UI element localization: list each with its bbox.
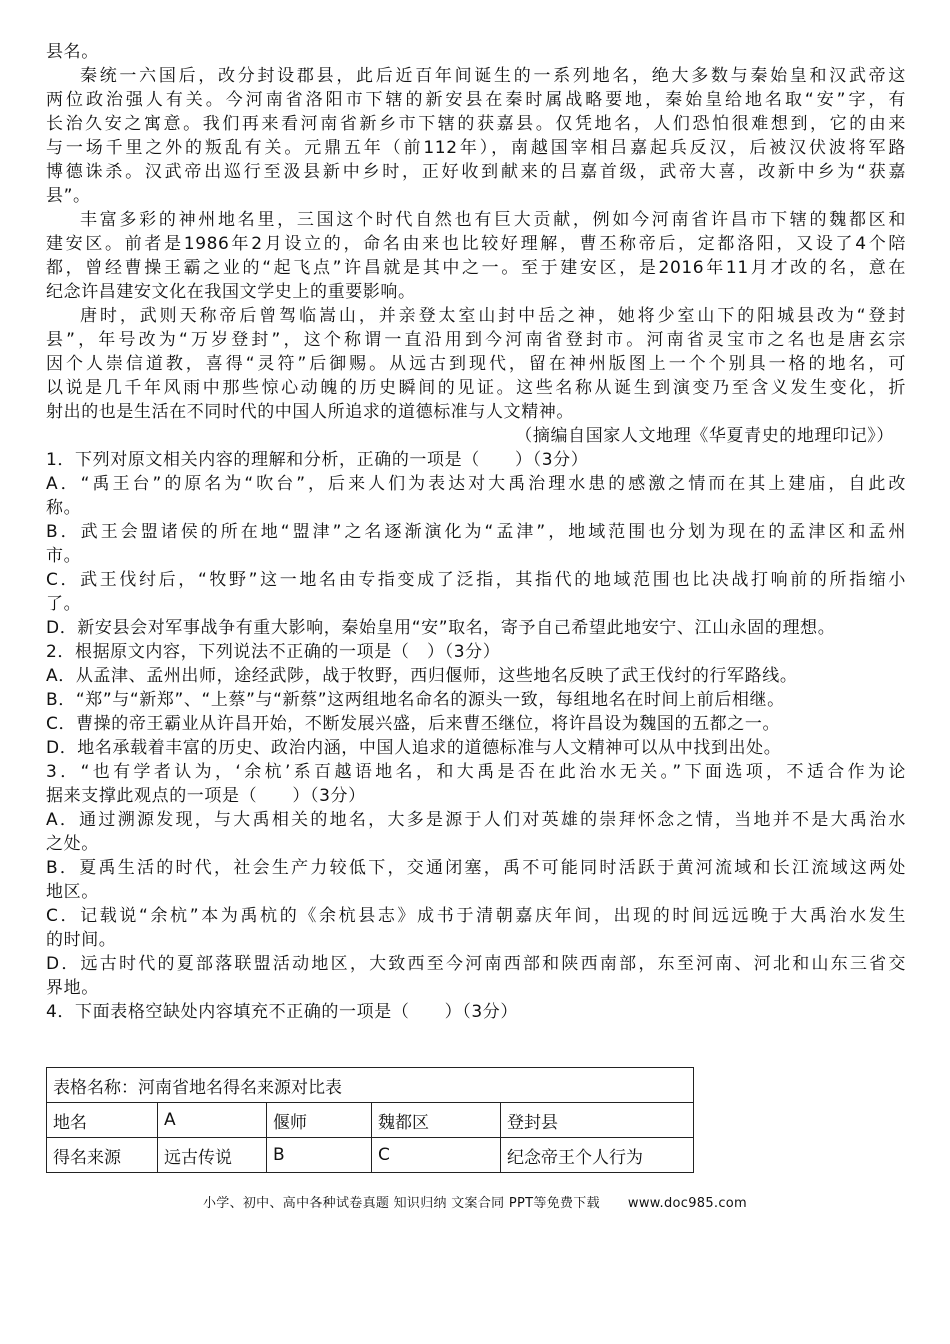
text-line: 因个人崇信道教，喜得“灵符”后御赐。从远古到现代，留在神州版图上一个个别具一格的地名，可 [46,354,906,374]
question-3-stem-cont: 据来支撑此观点的一项是（ ）（3分） [46,786,366,806]
question-3-option-d: D．远古时代的夏部落联盟活动地区，大致西至今河南西部和陕西南部，东至河南、河北和山东三省交 [46,954,906,974]
question-1-option-a: A．“禹王台”的原名为“吹台”，后来人们为表达对大禹治理水患的感激之情而在其上建庙，自此改 [46,474,906,494]
table-cell: 魏都区 [372,1103,501,1138]
article-body [46,40,906,1024]
text-line: 秦统一六国后，改分封设郡县，此后近百年间诞生的一系列地名，绝大多数与秦始皇和汉武帝这 [80,66,906,86]
question-3-option-c: C．记载说“余杭”本为禹杭的《余杭县志》成书于清朝嘉庆年间，出现的时间远远晚于大禹治水发生 [46,906,906,926]
table-cell: 偃师 [267,1103,372,1138]
question-3-option-a: A．通过溯源发现，与大禹相关的地名，大多是源于人们对英雄的崇拜怀念之情，当地并不是大禹治水 [46,810,906,830]
text-line: 纪念许昌建安文化在我国文学史上的重要影响。 [46,282,416,302]
question-1-option-a-cont: 称。 [46,498,82,518]
question-2-stem: 2．根据原文内容，下列说法不正确的一项是（ ）（3分） [46,642,501,662]
text-line: 长治久安之寓意。我们再来看河南省新乡市下辖的获嘉县。仅凭地名，人们恐怕很难想到，它的由来 [46,114,906,134]
text-line: 博德诛杀。汉武帝出巡行至汲县新中乡时，正好收到献来的吕嘉首级，武帝大喜，改新中乡为“获嘉 [46,162,906,182]
text-line: 射出的也是生活在不同时代的中国人所追求的道德标准与人文精神。 [46,402,574,422]
table-cell: B [267,1138,372,1173]
question-1-stem: 1．下列对原文相关内容的理解和分析，正确的一项是（ ）（3分） [46,450,589,470]
question-1-option-c-cont: 了。 [46,594,82,614]
table-cell: 得名来源 [47,1138,158,1173]
question-1-option-b-cont: 市。 [46,546,82,566]
text-line: 都，曾经曹操王霸之业的“起飞点”许昌就是其中之一。至于建安区，是2016年11月才改的名，意在 [46,258,906,278]
question-2-option-d: D．地名承载着丰富的历史、政治内涵，中国人追求的道德标准与人文精神可以从中找到出处。 [46,738,782,758]
table-cell: A [158,1103,267,1138]
table-title: 表格名称：河南省地名得名来源对比表 [47,1068,694,1103]
text-line: 与一场千里之外的叛乱有关。元鼎五年（前112年），南越国宰相吕嘉起兵反汉，后被汉伏波将军路 [46,138,906,158]
table-cell: 地名 [47,1103,158,1138]
question-1-option-b: B．武王会盟诸侯的所在地“盟津”之名逐渐演化为“孟津”，地域范围也分划为现在的孟津区和孟州 [46,522,906,542]
footer-text: 小学、初中、高中各种试卷真题 知识归纳 文案合同 PPT等免费下载 [202,1196,600,1211]
text-line: 以说是几千年风雨中那些惊心动魄的历史瞬间的见证。这些名称从诞生到演变乃至含义发生变化，折 [46,378,906,398]
question-2-option-a: A．从孟津、孟州出师，途经武陟，战于牧野，西归偃师，这些地名反映了武王伐纣的行军路线。 [46,666,798,686]
table-title-row [47,1068,694,1103]
source-citation: （摘编自国家人文地理《华夏青史的地理印记》） [515,426,894,446]
text-line: 唐时，武则天称帝后曾驾临嵩山，并亲登太室山封中岳之神，她将少室山下的阳城县改为“登封 [80,306,906,326]
text-line: 县”。 [46,186,91,206]
footer-site-link[interactable]: www.doc985.com [627,1196,748,1211]
table-cell: 远古传说 [158,1138,267,1173]
table-cell: 登封县 [501,1103,694,1138]
question-3-option-b-cont: 地区。 [46,882,99,902]
place-name-table [46,1067,694,1173]
question-1-option-d: D．新安县会对军事战争有重大影响，秦始皇用“安”取名，寄予自己希望此地安宁、江山永固的理想。 [46,618,836,638]
question-1-option-c: C．武王伐纣后，“牧野”这一地名由专指变成了泛指，其指代的地域范围也比决战打响前的所指缩小 [46,570,906,590]
question-3-option-c-cont: 的时间。 [46,930,117,950]
text-line: 两位政治强人有关。今河南省洛阳市下辖的新安县在秦时属战略要地，秦始皇给地名取“安”字，有 [46,90,906,110]
text-line: 县名。 [46,42,99,62]
question-2-option-c: C．曹操的帝王霸业从许昌开始，不断发展兴盛，后来曹丕继位，将许昌设为魏国的五都之一。 [46,714,781,734]
question-2-option-b: B．“郑”与“新郑”、“上蔡”与“新蔡”这两组地名命名的源头一致，每组地名在时间上前后相继。 [46,690,785,710]
table-cell: 纪念帝王个人行为 [501,1138,694,1173]
question-4-stem: 4．下面表格空缺处内容填充不正确的一项是（ ）（3分） [46,1002,518,1022]
question-3-stem: 3．“也有学者认为，‘余杭’系百越语地名，和大禹是否在此治水无关。”下面选项，不适合作为论 [46,762,906,782]
text-line: 建安区。前者是1986年2月设立的，命名由来也比较好理解，曹丕称帝后，定都洛阳，又设了4个陪 [46,234,906,254]
table-row [47,1103,694,1138]
question-3-option-b: B．夏禹生活的时代，社会生产力较低下，交通闭塞，禹不可能同时活跃于黄河流域和长江流域这两处 [46,858,906,878]
question-3-option-a-cont: 之处。 [46,834,99,854]
text-line: 丰富多彩的神州地名里，三国这个时代自然也有巨大贡献，例如今河南省许昌市下辖的魏都区和 [80,210,906,230]
table-row [47,1138,694,1173]
question-3-option-d-cont: 界地。 [46,978,99,998]
text-line: 县”，年号改为“万岁登封”，这个称谓一直沿用到今河南省登封市。河南省灵宝市之名也是唐玄宗 [46,330,906,350]
table-cell: C [372,1138,501,1173]
page-footer [0,1192,950,1211]
